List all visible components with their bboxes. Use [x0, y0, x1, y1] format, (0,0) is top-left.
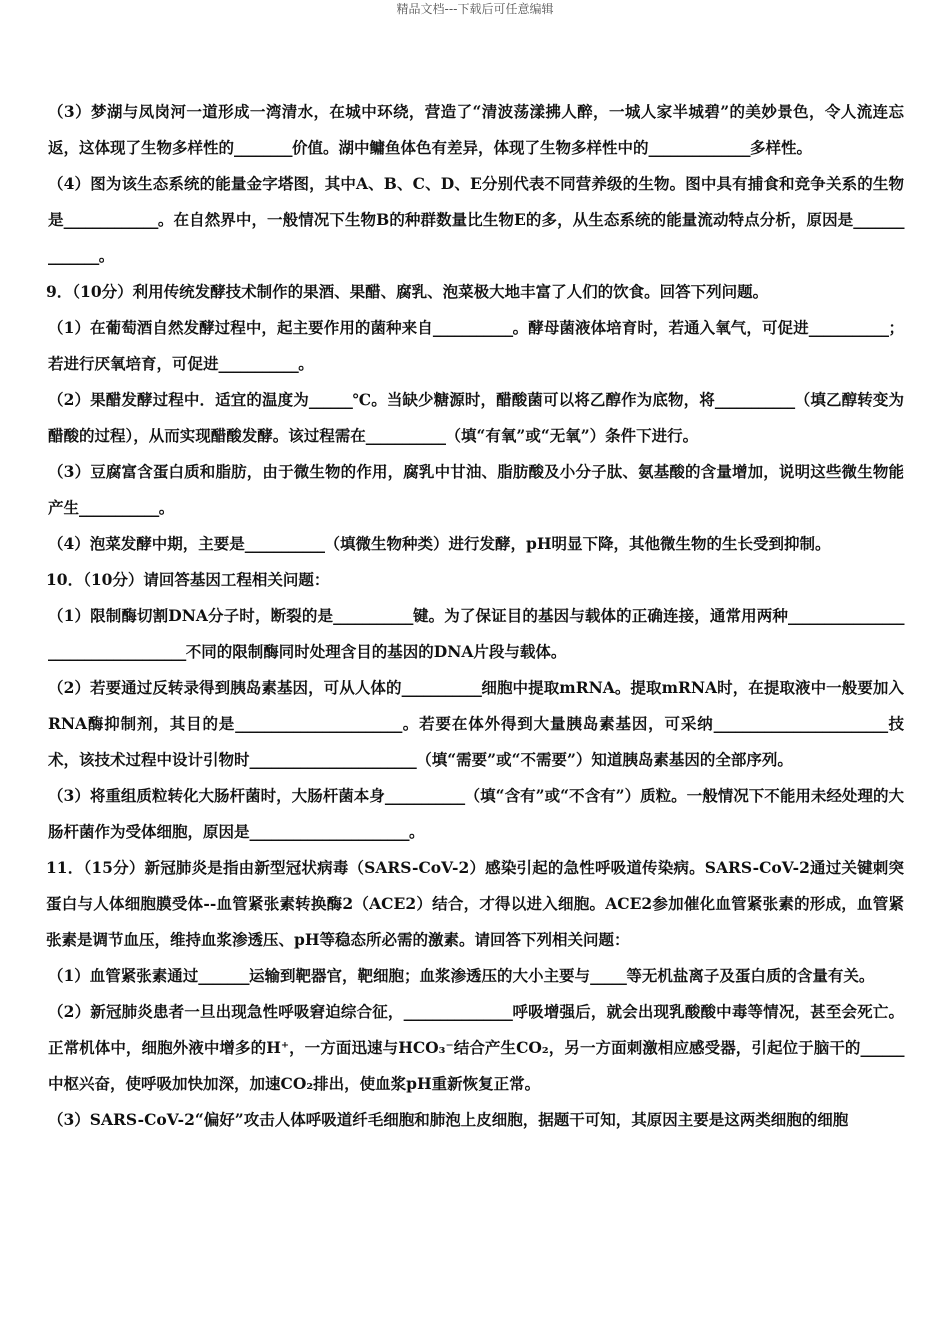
answer-blank: ___________ [808, 318, 889, 337]
answer-blank: ___________ [244, 534, 325, 553]
paragraph-q10-2 [46, 670, 904, 778]
text-segment: 。 [409, 822, 425, 841]
text-segment: 多样性。 [750, 138, 813, 157]
text-segment: 技术，该技术过程中设计引物时 [48, 714, 904, 769]
paragraph-q10-1 [46, 598, 904, 670]
text-segment: 。 [298, 354, 314, 373]
text-segment: （3）豆腐富含蛋白质和脂肪，由于微生物的作用，腐乳中甘油、脂肪酸及小分子肽、氨基酸的含量增加，说明这些微生物能产生 [48, 462, 904, 517]
text-segment: ℃。当缺少糖源时，醋酸菌可以将乙醇作为底物，将 [352, 390, 715, 409]
text-segment: （填乙醇转变为醋酸的过程），从而实现醋酸发酵。该过程需在 [48, 390, 904, 445]
paragraph-q11-1 [46, 958, 904, 994]
text-segment: （填“含有”或“不含有”）质粒。一般情况下不能用未经处理的大肠杆菌作为受体细胞，原因是 [48, 786, 904, 841]
answer-blank: ______________ [648, 138, 751, 157]
answer-blank: ________ [234, 138, 293, 157]
text-segment: （2）新冠肺炎患者一旦出现急性呼吸窘迫综合征， [48, 1002, 404, 1021]
text-segment: 细胞中提取mRNA。提取mRNA时，在提取液中一般要加入RNA酶抑制剂，其目的是 [48, 678, 904, 733]
document-body [46, 94, 904, 1138]
answer-blank: ___________ [401, 678, 482, 697]
paragraph-q9-3 [46, 454, 904, 526]
text-segment: （1）在葡萄酒自然发酵过程中，起主要作用的菌种来自 [48, 318, 433, 337]
answer-blank: ______ [860, 1038, 904, 1057]
answer-blank: _____________ [63, 210, 158, 229]
text-segment: 不同的限制酶同时处理含目的基因的DNA片段与载体。 [185, 642, 567, 661]
text-segment: （4）图为该生态系统的能量金字塔图，其中A、B、C、D、E分别代表不同营养级的生物。图中具有捕食和竞争关系的生物是 [48, 174, 904, 229]
answer-blank: ______________ [48, 210, 904, 265]
paragraph-q9 [46, 274, 904, 310]
answer-blank: ___________________________________ [48, 606, 904, 661]
text-segment: （1）限制酶切割DNA分子时，断裂的是 [48, 606, 334, 625]
answer-blank: ___________ [333, 606, 413, 625]
answer-blank: ______________________ [249, 822, 410, 841]
text-segment: 9．（10分）利用传统发酵技术制作的果酒、果醋、腐乳、泡菜极大地丰富了人们的饮食。回答下列问题。 [46, 282, 769, 301]
paragraph-q9-2 [46, 382, 904, 454]
text-segment: 中枢兴奋，使呼吸加快加深，加速CO₂排出，使血浆pH重新恢复正常。 [48, 1074, 541, 1093]
text-segment: （填“需要”或“不需要”）知道胰岛素基因的全部序列。 [416, 750, 793, 769]
text-segment: 10．（10分）请回答基因工程相关问题： [46, 570, 330, 589]
answer-blank: ___________ [432, 318, 513, 337]
paragraph-q9-1 [46, 310, 904, 382]
answer-blank: ___________ [365, 426, 446, 445]
answer-blank: ___________ [79, 498, 159, 517]
answer-blank: _______________________ [235, 714, 402, 733]
text-segment: 。在自然界中，一般情况下生物B的种群数量比生物E的多，从生态系统的能量流动特点分析，原因是 [157, 210, 854, 229]
text-segment: ；若进行厌氧培育，可促进 [48, 318, 904, 373]
text-segment: （填微生物种类）进行发酵，pH明显下降，其他微生物的生长受到抑制。 [324, 534, 831, 553]
page-header: 精品文档---下载后可任意编辑 [396, 2, 554, 16]
text-segment: （填“有氧”或“无氧”）条件下进行。 [445, 426, 699, 445]
answer-blank: ___________ [218, 354, 299, 373]
text-segment: （3）梦湖与凤岗河一道形成一湾清水，在城中环绕，营造了“清波荡漾拂人醉，一城人家半城碧”的美妙景色，令人流连忘返，这体现了生物多样性的 [48, 102, 904, 157]
paragraph-q8-4 [46, 166, 904, 274]
paragraph-q9-4 [46, 526, 904, 562]
text-segment: 呼吸增强后，就会出现乳酸酸中毒等情况，甚至会死亡。正常机体中，细胞外液中增多的H⁺，一方面迅速与HCO₃⁻结合产生CO₂，另一方面刺激相应感受器，引起位于脑干的 [48, 1002, 904, 1057]
text-segment: （2）果醋发酵过程中．适宜的温度为 [48, 390, 309, 409]
answer-blank: ___________ [714, 390, 795, 409]
text-segment: 运输到靶器官，靶细胞；血浆渗透压的大小主要与 [249, 966, 591, 985]
answer-blank: _______________________ [249, 750, 417, 769]
text-segment: （1）血管紧张素通过 [48, 966, 199, 985]
text-segment: 。 [158, 498, 175, 517]
text-segment: 价值。湖中鳙鱼体色有差异，体现了生物多样性中的 [292, 138, 649, 157]
text-segment: 等无机盐离子及蛋白质的含量有关。 [626, 966, 875, 985]
answer-blank: _____ [590, 966, 627, 985]
answer-blank: ______ [308, 390, 353, 409]
paragraph-q10 [46, 562, 904, 598]
paragraph-q8-3 [46, 94, 904, 166]
text-segment: 键。为了保证目的基因与载体的正确连接，通常用两种 [412, 606, 788, 625]
text-segment: （3）SARS-CoV-2“偏好”攻击人体呼吸道纤毛细胞和肺泡上皮细胞，据题干可知，其原因主要是这两类细胞的细胞 [48, 1110, 849, 1129]
answer-blank: ___________ [384, 786, 465, 805]
text-segment: （4）泡菜发酵中期，主要是 [48, 534, 245, 553]
answer-blank: ________________________ [713, 714, 888, 733]
text-segment: 。 [98, 246, 115, 265]
text-segment: （3）将重组质粒转化大肠杆菌时，大肠杆菌本身 [48, 786, 385, 805]
paragraph-q11 [46, 850, 904, 958]
paragraph-q11-2 [46, 994, 904, 1102]
answer-blank: _______ [198, 966, 250, 985]
text-segment: 。酵母菌液体培育时，若通入氧气，可促进 [512, 318, 809, 337]
text-segment: （2）若要通过反转录得到胰岛素基因，可从人体的 [48, 678, 402, 697]
text-segment: 。若要在体外得到大量胰岛素基因，可采纳 [401, 714, 714, 733]
text-segment: 11．（15分）新冠肺炎是指由新型冠状病毒（SARS-CoV-2）感染引起的急性呼吸道传染病。SARS-CoV-2通过关键刺突蛋白与人体细胞膜受体--血管紧张素转换酶2（ACE2）结合，才得以进入细胞。ACE2参加催化血管紧张素的形成，血管紧张素是调节血压，维持血浆渗透压、pH等稳态所必需的激素。请回答下列相关问题： [46, 858, 904, 949]
paragraph-q11-3 [46, 1102, 904, 1138]
answer-blank: _______________ [403, 1002, 513, 1021]
paragraph-q10-3 [46, 778, 904, 850]
